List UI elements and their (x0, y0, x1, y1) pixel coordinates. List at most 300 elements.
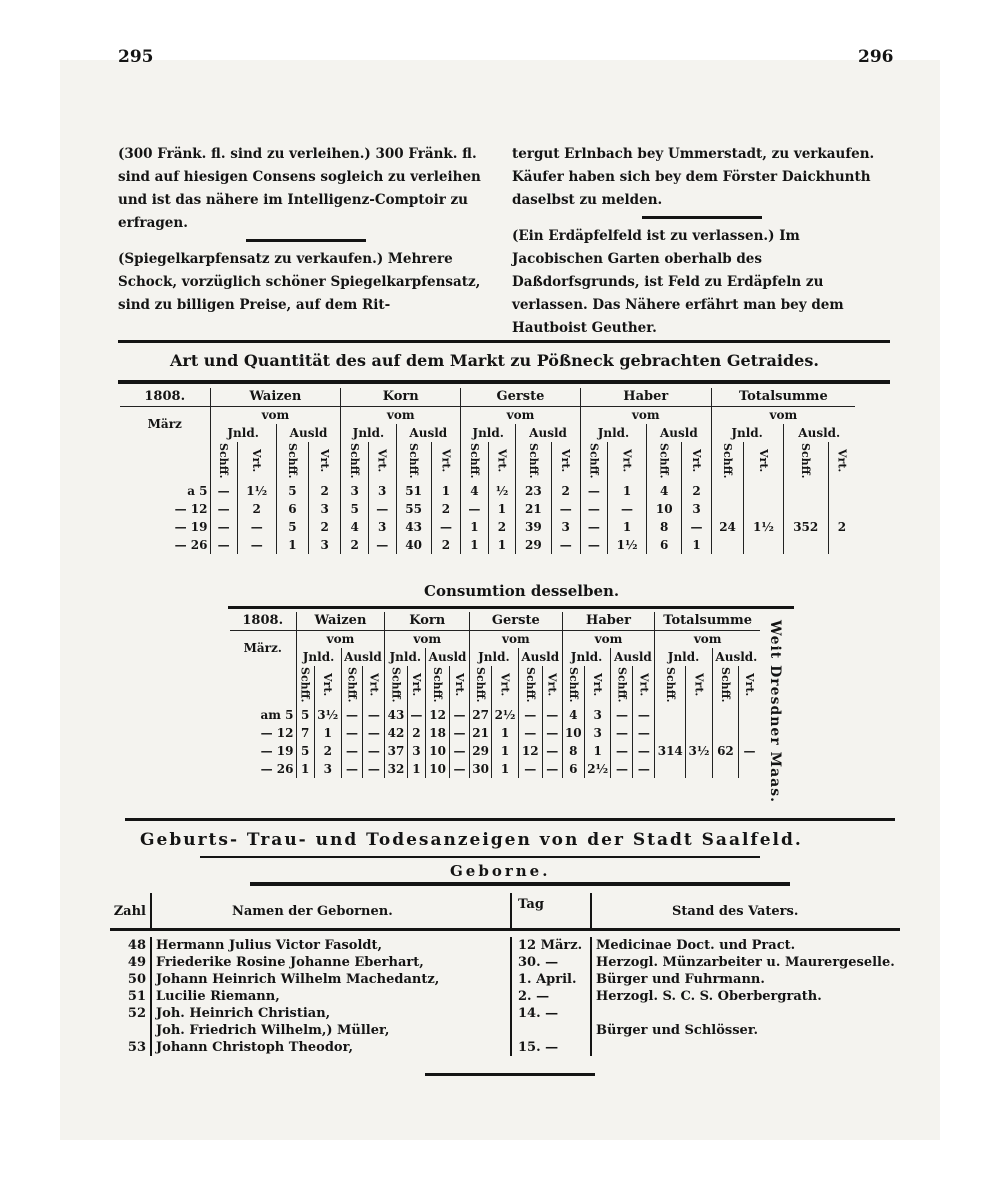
unit-label (686, 666, 713, 706)
value-cell: — (518, 760, 542, 778)
value-cell: 1 (461, 518, 489, 536)
value-cell: 42 (385, 724, 407, 742)
value-cell: 27 (469, 706, 491, 724)
value-cell: — (341, 760, 363, 778)
unit-label-text: Schff. (431, 666, 445, 703)
unit-label-text: Schff. (663, 666, 677, 703)
unit-label-text: Vrt. (591, 672, 605, 697)
value-cell: 2½ (492, 706, 519, 724)
value-cell: 1 (584, 742, 611, 760)
unit-label (237, 442, 276, 482)
value-cell: 3 (368, 518, 396, 536)
unit-label (407, 666, 425, 706)
value-cell: 1½ (608, 536, 647, 554)
value-cell: — (210, 500, 237, 518)
separator (642, 216, 762, 219)
vom-label: vom (385, 630, 470, 648)
unit-label (309, 442, 341, 482)
value-cell: 43 (385, 706, 407, 724)
origin-label: Jnld. (296, 648, 341, 666)
value-cell: 23 (516, 482, 551, 500)
value-cell: — (611, 760, 633, 778)
origin-label: Jnld. (341, 424, 396, 442)
value-cell (711, 536, 744, 554)
value-cell: — (739, 742, 760, 760)
value-cell: — (542, 724, 562, 742)
birth-num: 50 (127, 972, 146, 987)
unit-label (712, 666, 738, 706)
vom-label: vom (296, 630, 385, 648)
value-cell: — (237, 536, 276, 554)
table-row (230, 724, 760, 742)
value-cell: 5 (276, 482, 308, 500)
unit-label (551, 442, 580, 482)
value-cell: — (611, 724, 633, 742)
value-cell: 2 (551, 482, 580, 500)
day-cell: — 26 (174, 538, 208, 552)
origin-label: Ausld (647, 424, 712, 442)
grain-header: Totalsumme (711, 388, 855, 406)
unit-label (396, 442, 431, 482)
origin-label: Jnld. (655, 648, 712, 666)
right-page-number: 296 (858, 47, 894, 67)
value-cell: — (210, 518, 237, 536)
unit-label (296, 666, 314, 706)
origin-label: Jnld. (580, 424, 646, 442)
unit-label-text: Schff. (298, 666, 312, 703)
value-cell: 4 (341, 518, 369, 536)
value-cell: — (407, 706, 425, 724)
value-cell: 2½ (584, 760, 611, 778)
unit-label-text: Schff. (799, 442, 813, 479)
value-cell: — (237, 518, 276, 536)
unit-label-text: Vrt. (250, 448, 264, 473)
value-cell: 2 (431, 536, 460, 554)
birth-stand: Herzogl. Münzarbeiter u. Maurergeselle. (590, 954, 900, 971)
unit-label (488, 442, 516, 482)
unit-label (518, 666, 542, 706)
table-row (110, 954, 900, 971)
unit-label (469, 666, 491, 706)
value-cell: 21 (516, 500, 551, 518)
column-header: Tag (510, 893, 590, 928)
value-cell: 29 (469, 742, 491, 760)
value-cell: — (633, 760, 655, 778)
value-cell: 2 (309, 482, 341, 500)
grain-header: Waizen (296, 612, 385, 630)
value-cell: 4 (562, 706, 584, 724)
unit-label-text: Schff. (348, 442, 362, 479)
unit-label (210, 442, 237, 482)
section-rule (200, 856, 760, 858)
value-cell: — (368, 500, 396, 518)
value-cell (828, 500, 855, 518)
value-cell: 3½ (686, 742, 713, 760)
value-cell (655, 724, 686, 742)
unit-label (314, 666, 341, 706)
grain-header: Korn (385, 612, 470, 630)
unit-label-text: Schff. (345, 666, 359, 703)
birth-day: 30. — (510, 954, 590, 971)
birth-day: 12 März. (510, 937, 590, 954)
value-cell: 1 (608, 482, 647, 500)
unit-label-text: Vrt. (498, 672, 512, 697)
unit-label (584, 666, 611, 706)
value-cell: — (682, 518, 711, 536)
day-cell: — 19 (260, 744, 294, 758)
unit-label (516, 442, 551, 482)
market-table (120, 388, 855, 554)
value-cell (711, 500, 744, 518)
unit-label-text: Vrt. (545, 672, 559, 697)
value-cell: — (551, 500, 580, 518)
value-cell: 10 (647, 500, 682, 518)
birth-day (510, 1022, 590, 1039)
table-row (230, 760, 760, 778)
unit-label-text: Vrt. (620, 448, 634, 473)
value-cell: 51 (396, 482, 431, 500)
value-cell: 1 (431, 482, 460, 500)
value-cell: 5 (296, 742, 314, 760)
grain-header: Haber (562, 612, 655, 630)
origin-label: Ausld (396, 424, 461, 442)
unit-label (562, 666, 584, 706)
value-cell: 3 (584, 724, 611, 742)
day-cell: — 19 (174, 520, 208, 534)
value-cell: 5 (296, 706, 314, 724)
value-cell: 1 (492, 742, 519, 760)
value-cell: — (431, 518, 460, 536)
value-cell: 5 (276, 518, 308, 536)
births-subtitle: Geborne. (450, 862, 551, 880)
value-cell: — (210, 482, 237, 500)
birth-stand: Bürger und Schlösser. (590, 1022, 900, 1039)
value-cell: 29 (516, 536, 551, 554)
grain-header: Gerste (461, 388, 581, 406)
unit-label (647, 442, 682, 482)
unit-label-text: Vrt. (318, 448, 332, 473)
left-page-number: 295 (118, 47, 154, 67)
value-cell: 1 (492, 724, 519, 742)
unit-label (608, 442, 647, 482)
value-cell: — (580, 500, 607, 518)
unit-label-text: Schff. (587, 442, 601, 479)
value-cell: — (461, 500, 489, 518)
unit-label (276, 442, 308, 482)
value-cell: — (518, 706, 542, 724)
birth-stand (590, 1005, 900, 1022)
value-cell: 6 (562, 760, 584, 778)
market-title: Art und Quantität des auf dem Markt zu Pößneck gebrachten Getraides. (170, 351, 819, 370)
value-cell: — (580, 482, 607, 500)
value-cell: — (608, 500, 647, 518)
birth-num (110, 1022, 150, 1039)
left-text-column (118, 143, 494, 317)
value-cell (686, 760, 713, 778)
birth-name: Hermann Julius Victor Fasoldt, (150, 937, 510, 954)
origin-label: Ausld (426, 648, 470, 666)
unit-label-text: Schff. (657, 442, 671, 479)
unit-label-text: Schff. (285, 442, 299, 479)
value-cell: 2 (431, 500, 460, 518)
unit-label (363, 666, 385, 706)
value-cell: 1 (296, 760, 314, 778)
measure-note: Weit Dresdner Maas. (767, 620, 783, 803)
value-cell (744, 500, 783, 518)
value-cell: 6 (647, 536, 682, 554)
table-row (230, 706, 760, 724)
notice-carp-cont: tergut Erlnbach bey Ummerstadt, zu verkaufen. Käufer haben sich bey dem Förster Daickhunth daselbst zu melden. (512, 146, 875, 208)
value-cell: 1 (407, 760, 425, 778)
unit-label-text: Schff. (718, 666, 732, 703)
unit-label-text: Schff. (566, 666, 580, 703)
birth-name: Joh. Friedrich Wilhelm,) Müller, (150, 1022, 510, 1039)
value-cell: — (210, 536, 237, 554)
value-cell: 1½ (237, 482, 276, 500)
value-cell: 1 (488, 536, 516, 554)
table-row (120, 500, 855, 518)
birth-num: 52 (127, 1006, 146, 1021)
vom-label: vom (469, 630, 562, 648)
value-cell: — (450, 706, 470, 724)
value-cell: 352 (783, 518, 828, 536)
value-cell (655, 760, 686, 778)
birth-stand: Herzogl. S. C. S. Oberbergrath. (590, 988, 900, 1005)
grain-header: Haber (580, 388, 711, 406)
value-cell: 24 (711, 518, 744, 536)
unit-label (580, 442, 607, 482)
table-row (120, 482, 855, 500)
value-cell: — (542, 706, 562, 724)
value-cell: 6 (276, 500, 308, 518)
value-cell: 2 (237, 500, 276, 518)
unit-label-text: Vrt. (439, 448, 453, 473)
value-cell: 12 (426, 706, 450, 724)
value-cell (739, 760, 760, 778)
births-table (110, 893, 900, 1056)
value-cell (712, 760, 738, 778)
value-cell: — (633, 706, 655, 724)
birth-num: 53 (127, 1040, 146, 1055)
unit-label-text: Vrt. (453, 672, 467, 697)
value-cell: 55 (396, 500, 431, 518)
value-cell (828, 536, 855, 554)
day-cell: am 5 (260, 708, 294, 722)
grain-header: Waizen (210, 388, 341, 406)
value-cell (686, 724, 713, 742)
year-cell: 1808. (120, 388, 210, 406)
value-cell: 3 (309, 500, 341, 518)
birth-day: 2. — (510, 988, 590, 1005)
day-cell: a 5 (187, 484, 208, 498)
consumption-table (230, 612, 760, 778)
day-cell: — 12 (260, 726, 294, 740)
table-row (110, 971, 900, 988)
value-cell: 40 (396, 536, 431, 554)
value-cell: — (341, 724, 363, 742)
value-cell (739, 724, 760, 742)
unit-label-text: Vrt. (409, 672, 423, 697)
value-cell: 3 (584, 706, 611, 724)
origin-label: Ausld (341, 648, 385, 666)
unit-label-text: Vrt. (559, 448, 573, 473)
value-cell: 3 (551, 518, 580, 536)
birth-stand: Bürger und Fuhrmann. (590, 971, 900, 988)
day-cell: — 26 (260, 762, 294, 776)
value-cell: 314 (655, 742, 686, 760)
value-cell: 1 (492, 760, 519, 778)
vom-label: vom (461, 406, 581, 424)
value-cell: — (542, 742, 562, 760)
value-cell: 1 (608, 518, 647, 536)
value-cell: — (580, 518, 607, 536)
origin-label: Jnld. (385, 648, 426, 666)
month-cell: März (147, 417, 182, 432)
value-cell: — (363, 760, 385, 778)
right-text-column (512, 143, 892, 340)
table-row (110, 1005, 900, 1022)
value-cell (828, 482, 855, 500)
unit-label-text: Vrt. (690, 448, 704, 473)
value-cell: 1½ (744, 518, 783, 536)
vom-label: vom (341, 406, 461, 424)
value-cell: 43 (396, 518, 431, 536)
value-cell: 32 (385, 760, 407, 778)
birth-name: Johann Heinrich Wilhelm Machedantz, (150, 971, 510, 988)
value-cell: — (518, 724, 542, 742)
unit-label-text: Schff. (407, 442, 421, 479)
unit-label (385, 666, 407, 706)
value-cell: 3 (407, 742, 425, 760)
origin-label: Ausld (518, 648, 562, 666)
register-title: Geburts- Trau- und Todesanzeigen von der Stadt Saalfeld. (140, 830, 803, 850)
value-cell: 2 (309, 518, 341, 536)
unit-label (542, 666, 562, 706)
value-cell (783, 500, 828, 518)
birth-num: 49 (127, 955, 146, 970)
unit-label (711, 442, 744, 482)
month-cell: März. (243, 641, 282, 656)
unit-label (368, 442, 396, 482)
value-cell (712, 706, 738, 724)
grain-header: Korn (341, 388, 461, 406)
value-cell: 7 (296, 724, 314, 742)
value-cell: 5 (341, 500, 369, 518)
unit-label-text: Vrt. (835, 448, 849, 473)
value-cell: 3 (682, 500, 711, 518)
unit-label (739, 666, 760, 706)
value-cell: 3 (314, 760, 341, 778)
unit-label (461, 442, 489, 482)
birth-name: Joh. Heinrich Christian, (150, 1005, 510, 1022)
value-cell: ½ (488, 482, 516, 500)
value-cell (783, 536, 828, 554)
value-cell: 2 (488, 518, 516, 536)
table-row (120, 536, 855, 554)
births-header-row (110, 893, 900, 931)
vom-label: vom (210, 406, 341, 424)
value-cell: — (368, 536, 396, 554)
value-cell: 2 (828, 518, 855, 536)
value-cell: — (363, 724, 385, 742)
unit-label-text: Vrt. (375, 448, 389, 473)
unit-label-text: Vrt. (637, 672, 651, 697)
day-cell: — 12 (174, 502, 208, 516)
unit-label (426, 666, 450, 706)
birth-name: Friederike Rosine Johanne Eberhart, (150, 954, 510, 971)
grain-header: Totalsumme (655, 612, 760, 630)
value-cell: 1 (682, 536, 711, 554)
table-row (110, 937, 900, 954)
origin-label: Ausld (276, 424, 341, 442)
value-cell: 3 (341, 482, 369, 500)
origin-label: Jnld. (711, 424, 783, 442)
value-cell: — (633, 724, 655, 742)
value-cell (711, 482, 744, 500)
unit-label (341, 666, 363, 706)
value-cell: 3 (368, 482, 396, 500)
value-cell: 12 (518, 742, 542, 760)
origin-label: Ausld. (783, 424, 855, 442)
value-cell: 2 (314, 742, 341, 760)
unit-label-text: Vrt. (495, 448, 509, 473)
birth-num: 48 (127, 938, 146, 953)
origin-label: Ausld (516, 424, 581, 442)
unit-label-text: Schff. (721, 442, 735, 479)
value-cell: 30 (469, 760, 491, 778)
value-cell: 10 (426, 742, 450, 760)
vom-label: vom (711, 406, 855, 424)
unit-label-text: Schff. (474, 666, 488, 703)
section-rule (125, 818, 895, 821)
unit-label (611, 666, 633, 706)
unit-label-text: Schff. (526, 442, 540, 479)
value-cell: 18 (426, 724, 450, 742)
unit-label-text: Vrt. (321, 672, 335, 697)
unit-label (341, 442, 369, 482)
value-cell: 1 (276, 536, 308, 554)
unit-label (633, 666, 655, 706)
unit-label (655, 666, 686, 706)
origin-label: Jnld. (461, 424, 516, 442)
section-rule (118, 340, 890, 343)
birth-name: Johann Christoph Theodor, (150, 1039, 510, 1056)
unit-label-text: Vrt. (756, 448, 770, 473)
value-cell: — (611, 742, 633, 760)
table-row (110, 1039, 900, 1056)
unit-label (682, 442, 711, 482)
closing-rule (425, 1073, 595, 1076)
birth-name: Lucilie Riemann, (150, 988, 510, 1005)
unit-label (828, 442, 855, 482)
value-cell: 62 (712, 742, 738, 760)
unit-label-text: Vrt. (692, 672, 706, 697)
separator (246, 239, 366, 242)
grain-header: Gerste (469, 612, 562, 630)
value-cell: — (450, 724, 470, 742)
value-cell: 37 (385, 742, 407, 760)
value-cell: 1 (461, 536, 489, 554)
value-cell: — (450, 760, 470, 778)
birth-stand (590, 1039, 900, 1056)
value-cell: — (580, 536, 607, 554)
birth-stand: Medicinae Doct. und Pract. (590, 937, 900, 954)
birth-day: 1. April. (510, 971, 590, 988)
vom-label: vom (655, 630, 760, 648)
value-cell (739, 706, 760, 724)
value-cell (655, 706, 686, 724)
unit-label (431, 442, 460, 482)
